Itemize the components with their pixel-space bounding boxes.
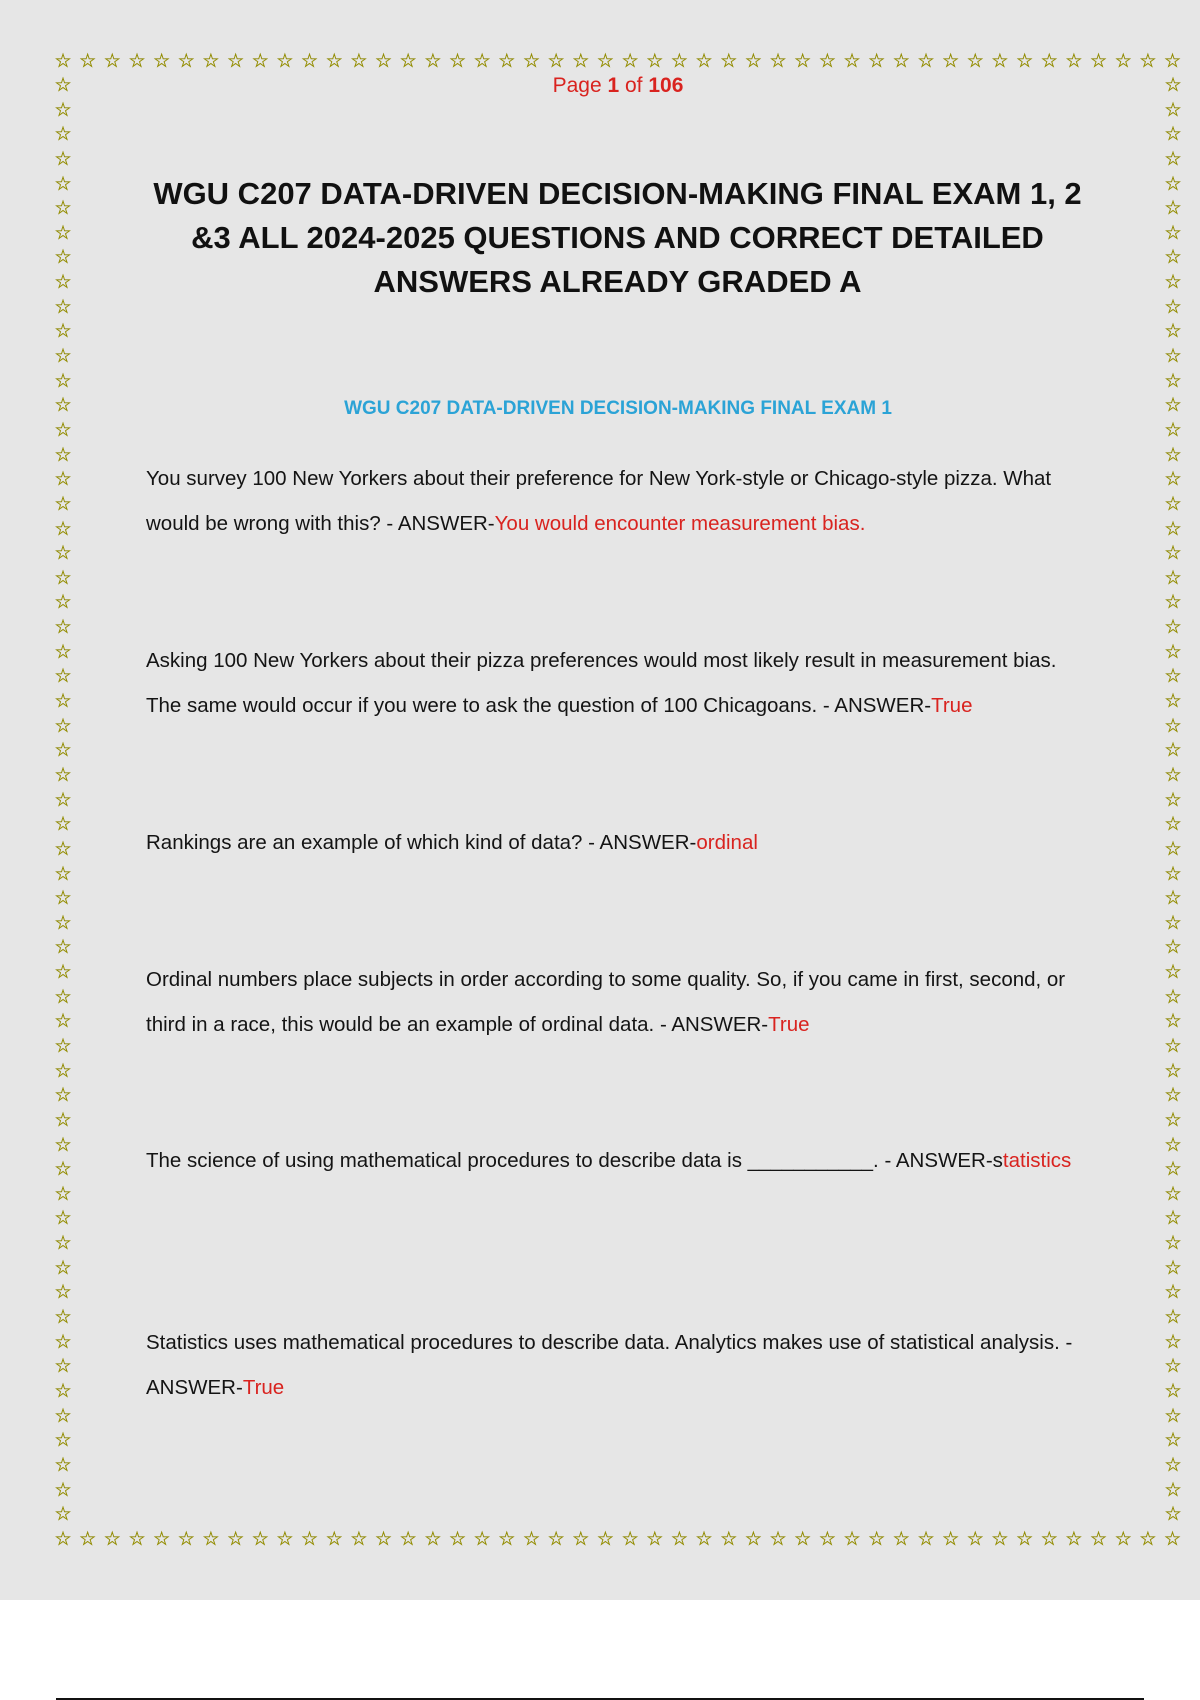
star-icon: ☆ (1164, 1306, 1182, 1329)
star-icon: ☆ (1164, 197, 1182, 220)
star-border-right (1160, 74, 1186, 1526)
star-icon: ☆ (54, 690, 72, 713)
next-page-area (0, 1600, 1200, 1700)
answer-text: True (242, 1376, 285, 1399)
star-icon: ☆ (1164, 1429, 1182, 1452)
star-icon: ☆ (1164, 862, 1182, 885)
star-icon: ☆ (1164, 690, 1182, 713)
star-icon: ☆ (54, 221, 72, 244)
star-icon: ☆ (1164, 123, 1182, 146)
star-icon: ☆ (54, 1108, 72, 1131)
qa-item (146, 957, 1091, 1047)
star-icon: ☆ (1164, 1503, 1182, 1526)
star-icon: ☆ (54, 985, 72, 1008)
star-icon: ☆ (1164, 320, 1182, 343)
star-icon: ☆ (1164, 961, 1182, 984)
star-icon: ☆ (54, 1084, 72, 1107)
star-icon: ☆ (720, 50, 738, 72)
star-icon: ☆ (769, 50, 787, 72)
star-icon: ☆ (572, 50, 590, 72)
answer-text: You would encounter measurement bias. (494, 512, 866, 535)
star-icon: ☆ (54, 788, 72, 811)
star-icon: ☆ (54, 591, 72, 614)
qa-item (146, 1320, 1091, 1410)
star-icon: ☆ (227, 1528, 245, 1550)
star-border-top (52, 48, 1184, 74)
star-icon: ☆ (498, 1528, 516, 1550)
star-icon: ☆ (744, 1528, 762, 1550)
answer-text: True (768, 1013, 810, 1036)
star-icon: ☆ (1164, 665, 1182, 688)
star-icon: ☆ (54, 345, 72, 368)
star-icon: ☆ (1164, 1108, 1182, 1131)
star-icon: ☆ (128, 1528, 146, 1550)
star-icon: ☆ (177, 1528, 195, 1550)
answer-text: tatistics (1002, 1149, 1072, 1172)
star-icon: ☆ (1164, 763, 1182, 786)
star-icon: ☆ (375, 1528, 393, 1550)
star-icon: ☆ (670, 1528, 688, 1550)
star-icon: ☆ (522, 50, 540, 72)
star-icon: ☆ (572, 1528, 590, 1550)
star-icon: ☆ (1164, 369, 1182, 392)
star-icon: ☆ (276, 50, 294, 72)
star-icon: ☆ (251, 1528, 269, 1550)
star-icon: ☆ (251, 50, 269, 72)
qa-item (146, 456, 1091, 546)
star-icon: ☆ (301, 50, 319, 72)
star-icon: ☆ (1164, 1256, 1182, 1279)
star-icon: ☆ (424, 1528, 442, 1550)
star-icon: ☆ (1164, 813, 1182, 836)
star-icon: ☆ (424, 50, 442, 72)
star-icon: ☆ (54, 887, 72, 910)
star-icon: ☆ (991, 50, 1009, 72)
star-icon: ☆ (1164, 1453, 1182, 1476)
star-icon: ☆ (843, 50, 861, 72)
star-icon: ☆ (1164, 714, 1182, 737)
star-icon: ☆ (54, 492, 72, 515)
star-icon: ☆ (1164, 788, 1182, 811)
star-icon: ☆ (54, 271, 72, 294)
star-icon: ☆ (54, 468, 72, 491)
star-icon: ☆ (301, 1528, 319, 1550)
star-icon: ☆ (177, 50, 195, 72)
star-icon: ☆ (991, 1528, 1009, 1550)
star-icon: ☆ (1164, 985, 1182, 1008)
star-icon: ☆ (917, 50, 935, 72)
star-icon: ☆ (54, 763, 72, 786)
star-icon: ☆ (54, 1232, 72, 1255)
star-icon: ☆ (54, 739, 72, 762)
star-icon: ☆ (1016, 50, 1034, 72)
star-icon: ☆ (843, 1528, 861, 1550)
star-icon: ☆ (54, 418, 72, 441)
star-icon: ☆ (54, 172, 72, 195)
star-icon: ☆ (1164, 50, 1182, 72)
star-icon: ☆ (1164, 517, 1182, 540)
star-icon: ☆ (54, 1010, 72, 1033)
star-icon: ☆ (1164, 1404, 1182, 1427)
question-text: Ordinal numbers place subjects in order according to some quality. So, if you came in first, second, or third in a race, this would be an example of ordinal data. - ANSWER- (146, 968, 1066, 1036)
page-number-prefix: Page (552, 74, 602, 97)
star-icon: ☆ (54, 1379, 72, 1402)
star-icon: ☆ (54, 1453, 72, 1476)
star-icon: ☆ (547, 1528, 565, 1550)
star-icon: ☆ (54, 123, 72, 146)
star-icon: ☆ (399, 1528, 417, 1550)
star-icon: ☆ (54, 813, 72, 836)
star-icon: ☆ (54, 517, 72, 540)
star-icon: ☆ (695, 50, 713, 72)
star-icon: ☆ (1164, 1182, 1182, 1205)
star-icon: ☆ (498, 50, 516, 72)
star-icon: ☆ (54, 1182, 72, 1205)
star-icon: ☆ (1040, 1528, 1058, 1550)
page-number (0, 74, 1200, 98)
star-icon: ☆ (892, 1528, 910, 1550)
star-icon: ☆ (1065, 1528, 1083, 1550)
star-icon: ☆ (1164, 1133, 1182, 1156)
star-icon: ☆ (325, 1528, 343, 1550)
star-icon: ☆ (1164, 1281, 1182, 1304)
star-icon: ☆ (54, 1059, 72, 1082)
star-icon: ☆ (473, 1528, 491, 1550)
star-icon: ☆ (54, 197, 72, 220)
qa-item (146, 1138, 1091, 1183)
star-icon: ☆ (868, 50, 886, 72)
star-icon: ☆ (1164, 911, 1182, 934)
answer-text: ordinal (696, 831, 758, 854)
star-icon: ☆ (1164, 1034, 1182, 1057)
star-icon: ☆ (720, 1528, 738, 1550)
star-icon: ☆ (54, 616, 72, 639)
star-icon: ☆ (1164, 147, 1182, 170)
star-icon: ☆ (448, 1528, 467, 1550)
star-icon: ☆ (103, 50, 121, 72)
star-icon: ☆ (1164, 271, 1182, 294)
star-icon: ☆ (966, 50, 984, 72)
star-icon: ☆ (128, 50, 146, 72)
question-text: The science of using mathematical procedures to describe data is ___________. - ANSWER-s (146, 1149, 1003, 1172)
star-icon: ☆ (54, 246, 72, 269)
star-icon: ☆ (1164, 246, 1182, 269)
star-icon: ☆ (1164, 616, 1182, 639)
star-icon: ☆ (54, 320, 72, 343)
star-icon: ☆ (54, 911, 72, 934)
star-icon: ☆ (1164, 345, 1182, 368)
star-icon: ☆ (966, 1528, 984, 1550)
star-icon: ☆ (942, 1528, 960, 1550)
star-border-bottom (52, 1526, 1184, 1552)
star-icon: ☆ (794, 1528, 812, 1550)
star-icon: ☆ (769, 1528, 787, 1550)
star-icon: ☆ (350, 50, 368, 72)
star-icon: ☆ (54, 1429, 72, 1452)
star-icon: ☆ (1164, 1379, 1182, 1402)
page-number-current: 1 (607, 74, 620, 97)
star-icon: ☆ (1090, 1528, 1108, 1550)
star-icon: ☆ (350, 1528, 368, 1550)
star-icon: ☆ (744, 50, 762, 72)
star-icon: ☆ (1164, 1528, 1182, 1550)
star-icon: ☆ (818, 1528, 836, 1550)
star-icon: ☆ (1164, 936, 1182, 959)
star-icon: ☆ (1164, 98, 1182, 121)
star-icon: ☆ (54, 1306, 72, 1329)
star-icon: ☆ (54, 837, 72, 860)
question-text: Statistics uses mathematical procedures to describe data. Analytics makes use of statistical analysis. - ANSWER- (146, 1331, 1073, 1399)
star-icon: ☆ (1164, 1330, 1182, 1353)
star-icon: ☆ (79, 50, 97, 72)
star-icon: ☆ (1065, 50, 1083, 72)
star-icon: ☆ (473, 50, 491, 72)
star-icon: ☆ (1164, 221, 1182, 244)
star-icon: ☆ (54, 369, 72, 392)
star-icon: ☆ (54, 566, 72, 589)
star-icon: ☆ (1164, 640, 1182, 663)
star-icon: ☆ (1164, 542, 1182, 565)
star-icon: ☆ (1040, 50, 1058, 72)
star-icon: ☆ (1164, 591, 1182, 614)
star-icon: ☆ (202, 1528, 220, 1550)
star-icon: ☆ (596, 1528, 614, 1550)
star-icon: ☆ (1164, 172, 1182, 195)
star-icon: ☆ (1164, 1158, 1182, 1181)
star-icon: ☆ (1164, 468, 1182, 491)
star-icon: ☆ (1164, 295, 1182, 318)
star-icon: ☆ (54, 1158, 72, 1181)
star-icon: ☆ (54, 147, 72, 170)
star-icon: ☆ (54, 1478, 72, 1501)
star-icon: ☆ (646, 50, 664, 72)
star-icon: ☆ (522, 1528, 540, 1550)
star-icon: ☆ (54, 1034, 72, 1057)
star-icon: ☆ (227, 50, 245, 72)
star-icon: ☆ (399, 50, 417, 72)
star-icon: ☆ (596, 50, 614, 72)
star-icon: ☆ (54, 443, 72, 466)
star-icon: ☆ (1139, 50, 1157, 72)
star-icon: ☆ (54, 862, 72, 885)
star-icon: ☆ (1164, 887, 1182, 910)
star-icon: ☆ (868, 1528, 886, 1550)
star-icon: ☆ (695, 1528, 713, 1550)
star-icon: ☆ (1164, 1010, 1182, 1033)
star-icon: ☆ (54, 1503, 72, 1526)
star-icon: ☆ (1114, 1528, 1132, 1550)
star-icon: ☆ (1164, 1232, 1182, 1255)
star-icon: ☆ (325, 50, 343, 72)
section-heading: WGU C207 DATA-DRIVEN DECISION-MAKING FINAL EXAM 1 (344, 398, 892, 419)
star-icon: ☆ (794, 50, 812, 72)
star-icon: ☆ (670, 50, 688, 72)
star-border-left (50, 74, 76, 1526)
answer-text: True (931, 694, 973, 717)
question-text: You survey 100 New Yorkers about their preference for New York-style or Chicago-style pizza. What would be wrong with this? - ANSWER- (146, 467, 1052, 535)
star-icon: ☆ (276, 1528, 294, 1550)
star-icon: ☆ (54, 961, 72, 984)
question-text: Asking 100 New Yorkers about their pizza preferences would most likely result in measurement bias. The same would occur if you were to ask the question of 100 Chicagoans. - ANSWER- (146, 649, 1057, 717)
star-icon: ☆ (1139, 1528, 1157, 1550)
star-icon: ☆ (54, 1256, 72, 1279)
star-icon: ☆ (1164, 1059, 1182, 1082)
star-icon: ☆ (1164, 1355, 1182, 1378)
star-icon: ☆ (448, 50, 467, 72)
star-icon: ☆ (202, 50, 220, 72)
star-icon: ☆ (54, 50, 72, 72)
qa-item (146, 638, 1091, 728)
star-icon: ☆ (646, 1528, 664, 1550)
star-icon: ☆ (1114, 50, 1132, 72)
star-icon: ☆ (892, 50, 910, 72)
star-icon: ☆ (54, 936, 72, 959)
star-icon: ☆ (1164, 566, 1182, 589)
star-icon: ☆ (1164, 74, 1182, 96)
star-icon: ☆ (79, 1528, 97, 1550)
qa-item (146, 820, 1091, 865)
star-icon: ☆ (1164, 394, 1182, 417)
star-icon: ☆ (54, 1207, 72, 1230)
star-icon: ☆ (621, 50, 639, 72)
star-icon: ☆ (1164, 1084, 1182, 1107)
star-icon: ☆ (1164, 739, 1182, 762)
star-icon: ☆ (54, 714, 72, 737)
star-icon: ☆ (54, 665, 72, 688)
document-title: WGU C207 DATA-DRIVEN DECISION-MAKING FINAL EXAM 1, 2 &3 ALL 2024-2025 QUESTIONS AND CORRECT DETAILED ANSWERS ALREADY GRADED A (153, 176, 1082, 299)
star-icon: ☆ (1164, 492, 1182, 515)
star-icon: ☆ (54, 295, 72, 318)
star-icon: ☆ (1164, 443, 1182, 466)
star-icon: ☆ (54, 74, 72, 96)
star-icon: ☆ (54, 640, 72, 663)
star-icon: ☆ (621, 1528, 639, 1550)
star-icon: ☆ (54, 1281, 72, 1304)
star-icon: ☆ (54, 1330, 72, 1353)
star-icon: ☆ (54, 542, 72, 565)
star-icon: ☆ (103, 1528, 121, 1550)
star-icon: ☆ (54, 394, 72, 417)
question-text: Rankings are an example of which kind of data? - ANSWER- (146, 831, 697, 854)
star-icon: ☆ (1090, 50, 1108, 72)
star-icon: ☆ (1016, 1528, 1034, 1550)
star-icon: ☆ (818, 50, 836, 72)
star-icon: ☆ (54, 98, 72, 121)
star-icon: ☆ (1164, 1207, 1182, 1230)
star-icon: ☆ (54, 1355, 72, 1378)
star-icon: ☆ (54, 1528, 72, 1550)
star-icon: ☆ (942, 50, 960, 72)
page-number-total: 106 (648, 74, 684, 97)
star-icon: ☆ (1164, 1478, 1182, 1501)
star-icon: ☆ (153, 50, 171, 72)
star-icon: ☆ (917, 1528, 935, 1550)
star-icon: ☆ (1164, 418, 1182, 441)
star-icon: ☆ (153, 1528, 171, 1550)
star-icon: ☆ (547, 50, 565, 72)
star-icon: ☆ (375, 50, 393, 72)
star-icon: ☆ (1164, 837, 1182, 860)
star-icon: ☆ (54, 1133, 72, 1156)
page-number-of: of (625, 74, 643, 97)
star-icon: ☆ (54, 1404, 72, 1427)
